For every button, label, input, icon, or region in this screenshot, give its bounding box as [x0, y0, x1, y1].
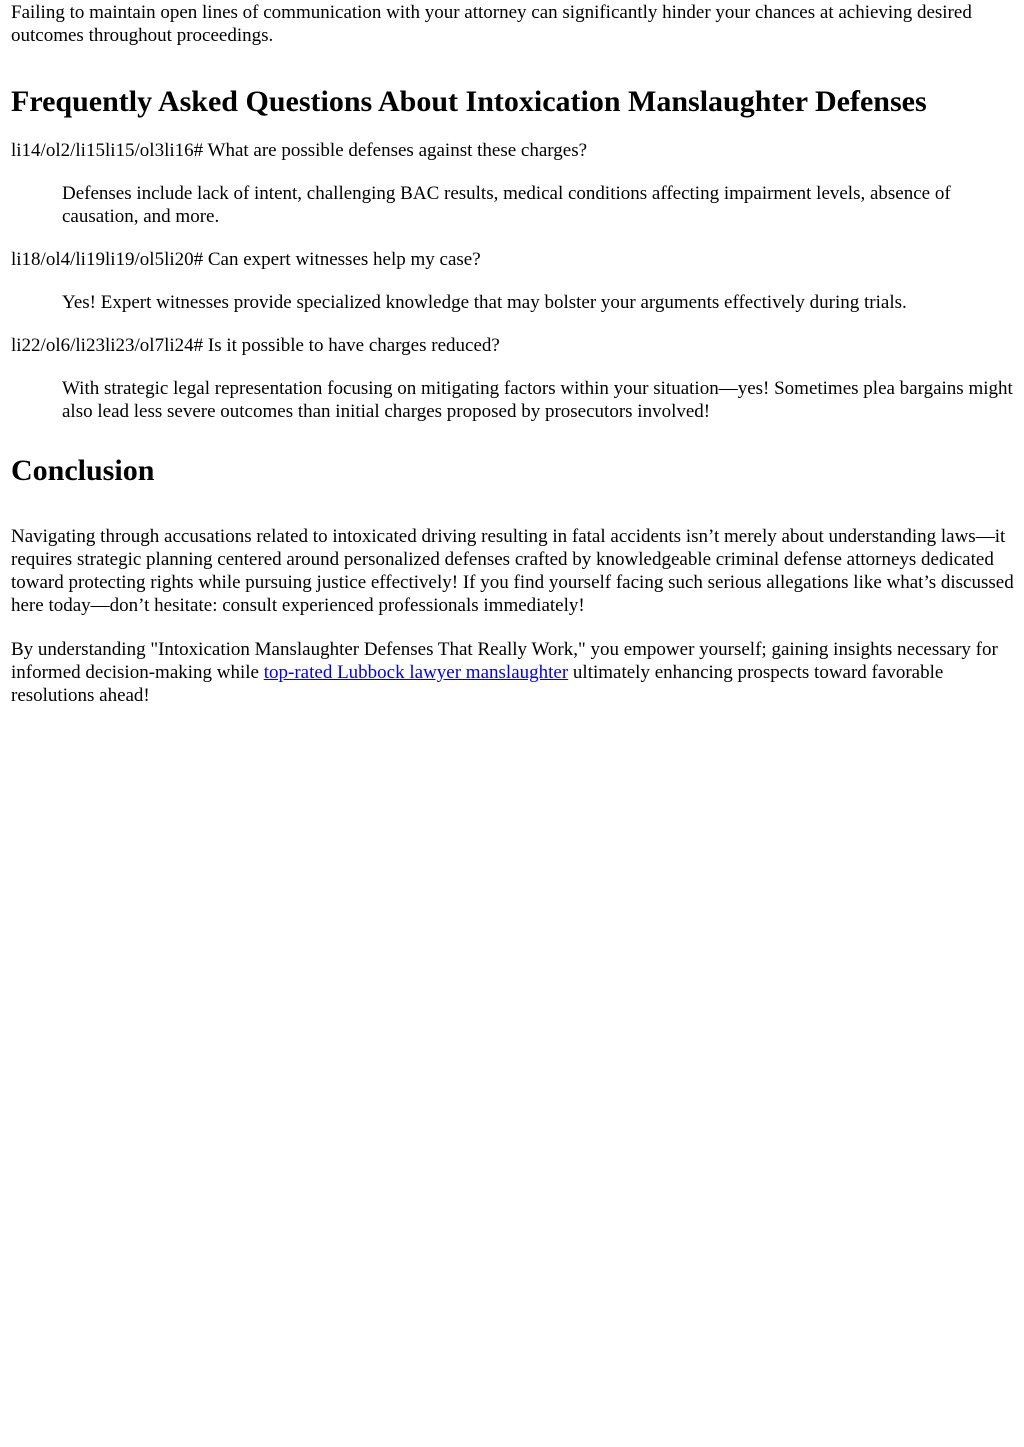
- conclusion-paragraph-with-link: [11, 638, 1014, 707]
- faq-list: [11, 139, 1014, 423]
- lubbock-lawyer-link[interactable]: top-rated Lubbock lawyer manslaughter: [263, 662, 569, 683]
- faq-question: li18/ol4/li19li19/ol5li20# Can expert witnesses help my case?: [11, 249, 481, 270]
- faq-answer: With strategic legal representation focusing on mitigating factors within your situation—yes! Sometimes plea bargains might also lead less severe outcomes than initial charges proposed by prosecutors involved!: [62, 378, 1013, 422]
- paragraph-text-before-link: By understanding "Intoxication Manslaughter Defenses That Really Work," you empower yourself; gaining insights necessary for informed decision-making while: [11, 639, 998, 683]
- faq-answer: Defenses include lack of intent, challenging BAC results, medical conditions affecting impairment levels, absence of causation, and more.: [62, 183, 951, 227]
- intro-paragraph: Failing to maintain open lines of communication with your attorney can significantly hinder your chances at achieving desired outcomes throughout proceedings.: [11, 2, 972, 46]
- faq-question: li14/ol2/li15li15/ol3li16# What are possible defenses against these charges?: [11, 140, 588, 161]
- conclusion-paragraph: Navigating through accusations related to intoxicated driving resulting in fatal accidents isn’t merely about understanding laws—it requires strategic planning centered around personalized defenses crafted by knowledgeable criminal defense attorneys dedicated toward protecting rights while pursuing justice effectively! If you find yourself facing such serious allegations like what’s discussed here today—don’t hesitate: consult experienced professionals immediately!: [11, 526, 1014, 616]
- conclusion-heading: Conclusion: [11, 454, 155, 487]
- faq-heading: Frequently Asked Questions About Intoxication Manslaughter Defenses: [11, 85, 927, 118]
- paragraph-text-after-link: ultimately enhancing prospects toward favorable resolutions ahead!: [11, 662, 944, 706]
- article: [0, 1, 1024, 707]
- faq-question: li22/ol6/li23li23/ol7li24# Is it possible to have charges reduced?: [11, 335, 500, 356]
- faq-answer: Yes! Expert witnesses provide specialized knowledge that may bolster your arguments effectively during trials.: [62, 292, 907, 313]
